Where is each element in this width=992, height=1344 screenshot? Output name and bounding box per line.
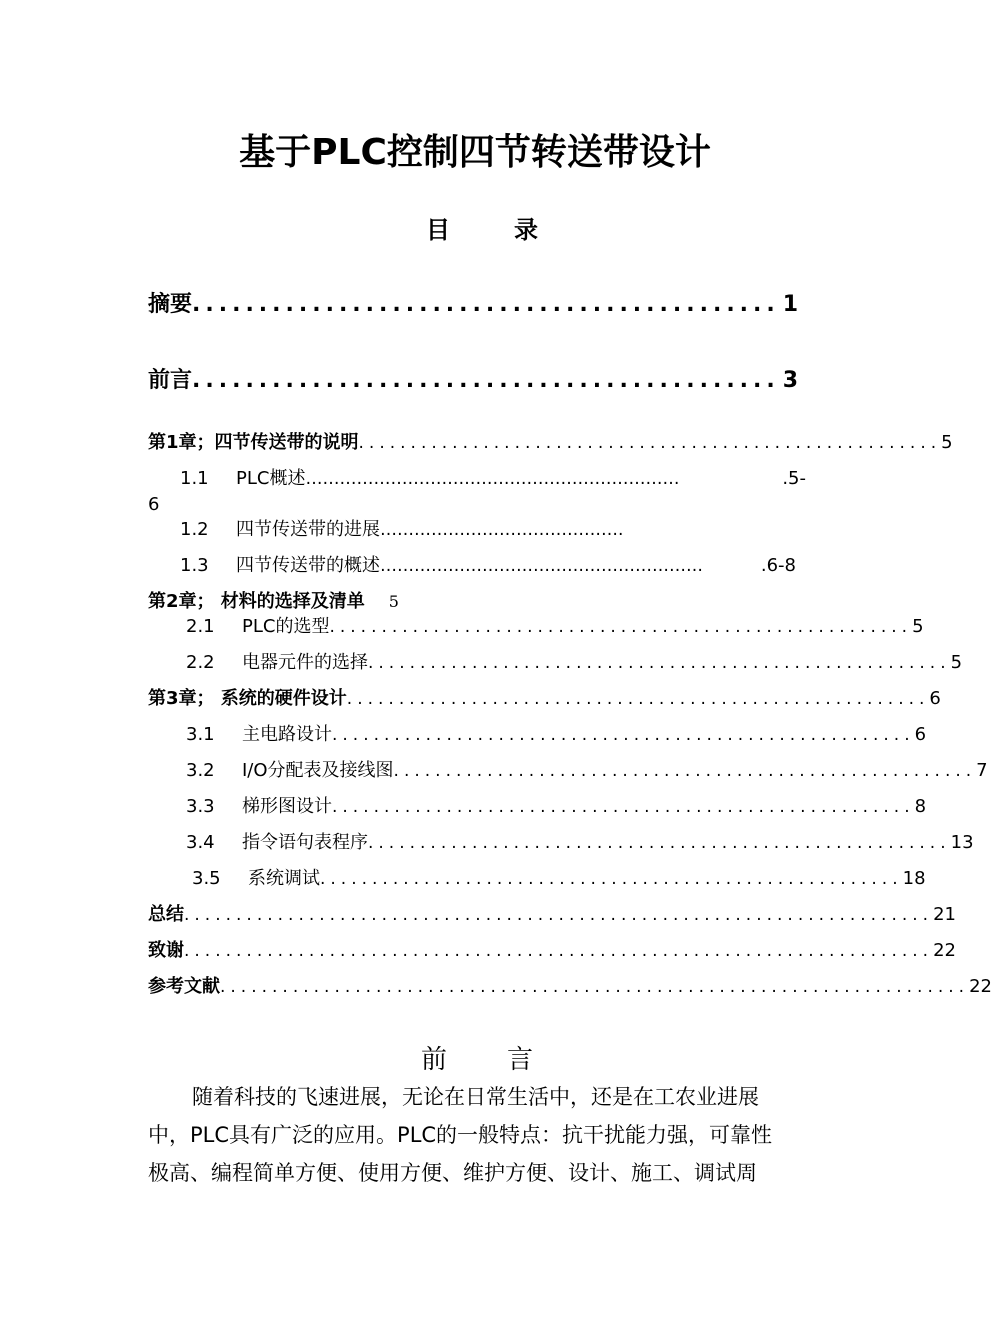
toc-label	[186, 722, 332, 748]
toc-label: 第2章； 材料的选择及清单	[148, 591, 365, 612]
toc-page-number: .6-8	[760, 555, 796, 576]
preface-paragraph-line: 极高、编程简单方便、使用方便、维护方便、设计、施工、调试周	[148, 1161, 757, 1185]
toc-entry-foreword[interactable]	[148, 366, 798, 396]
toc-section-number: 3.5	[192, 868, 221, 889]
toc-section-title: 梯形图设计	[242, 796, 332, 817]
toc-section-title: PLC概述	[236, 468, 306, 489]
toc-section-title: 四节传送带的概述	[236, 555, 380, 576]
toc-section-number: 3.2	[186, 760, 215, 781]
toc-section-title: 四节传送带的进展	[236, 519, 380, 540]
toc-page-number: 13	[950, 832, 974, 853]
toc-leader: …………………………………………………………	[305, 469, 680, 489]
toc-page-number: 5	[388, 592, 399, 611]
toc-section-title: I/O分配表及接线图	[242, 760, 394, 781]
toc-entry-section-3-2[interactable]	[186, 758, 988, 784]
toc-entry-chapter-1[interactable]	[148, 430, 953, 456]
toc-section-title: 指令语句表程序	[242, 832, 368, 853]
toc-leader: ........................................................	[332, 797, 915, 817]
toc-leader: ........................................................	[320, 869, 903, 889]
toc-label	[186, 830, 368, 856]
toc-label	[186, 614, 329, 640]
toc-label: 总结	[148, 904, 184, 925]
toc-label	[180, 553, 380, 579]
toc-entry-references[interactable]	[148, 974, 992, 1000]
toc-leader: ........................................................	[332, 725, 915, 745]
toc-leader: ........................................................................	[220, 977, 970, 997]
toc-page-number: 7	[976, 760, 988, 781]
toc-page-number: 5	[941, 432, 953, 453]
toc-leader: ............................................	[192, 368, 780, 393]
toc-label	[180, 466, 305, 492]
document-title: 基于PLC控制四节转送带设计	[239, 132, 711, 173]
toc-leader: ........................................................	[358, 433, 942, 453]
toc-leader: ........................................................	[329, 617, 913, 637]
toc-leader: ........................................................	[393, 761, 977, 781]
toc-leader: ........................................................	[346, 689, 930, 709]
toc-leader: ........................................................................	[184, 941, 934, 961]
toc-entry-chapter-2[interactable]	[148, 589, 399, 615]
toc-entry-section-3-4[interactable]	[186, 830, 974, 856]
toc-section-title: 电器元件的选择	[242, 652, 368, 673]
toc-label: 致谢	[148, 940, 184, 961]
toc-label: 第3章； 系统的硬件设计	[148, 688, 347, 709]
toc-page-number: 3	[782, 368, 798, 393]
toc-page-number: 21	[933, 904, 956, 925]
toc-wrap-text: 6	[148, 494, 160, 515]
toc-section-number: 1.3	[180, 555, 209, 576]
toc-leader: ........................................................	[368, 653, 951, 673]
toc-leader: ........................................................	[368, 833, 951, 853]
toc-entry-section-2-2[interactable]	[186, 650, 963, 676]
toc-label	[186, 758, 394, 784]
toc-section-number: 1.2	[180, 519, 209, 540]
toc-page-number: .5-	[782, 468, 806, 489]
toc-page-number: 5	[950, 652, 963, 673]
toc-label: 参考文献	[148, 976, 220, 997]
toc-section-number: 2.1	[186, 616, 215, 637]
toc-section-number: 1.1	[180, 468, 209, 489]
toc-section-number: 3.1	[186, 724, 215, 745]
toc-entry-section-1-3[interactable]	[180, 553, 796, 579]
toc-heading-char-2: 录	[514, 216, 538, 244]
toc-entry-summary[interactable]	[148, 902, 956, 928]
toc-leader: …………………………………………………	[380, 556, 703, 576]
toc-entry-abstract[interactable]	[148, 290, 798, 320]
toc-page-number: 8	[914, 796, 927, 817]
toc-label	[192, 866, 320, 892]
toc-page-number: 5	[912, 616, 924, 637]
toc-label: 前言	[148, 368, 193, 393]
toc-section-number: 3.4	[186, 832, 215, 853]
toc-entry-section-3-1[interactable]	[186, 722, 927, 748]
toc-entry-section-3-5[interactable]	[192, 866, 926, 892]
toc-page-number: 22	[933, 940, 956, 961]
toc-label: 第1章；四节传送带的说明	[148, 432, 359, 453]
toc-entry-section-1-2[interactable]	[180, 517, 720, 543]
toc-section-number: 3.3	[186, 796, 215, 817]
toc-page-number: 6	[914, 724, 927, 745]
toc-entry-section-1-1[interactable]	[180, 466, 806, 492]
toc-leader: …………………………………….	[380, 520, 624, 540]
toc-page-number: 1	[782, 292, 798, 317]
preface-paragraph-line: 随着科技的飞速进展，无论在日常生活中，还是在工农业进展	[192, 1085, 759, 1109]
toc-section-title: 系统调试	[248, 868, 320, 889]
toc-entry-section-3-3[interactable]	[186, 794, 927, 820]
preface-paragraph-line: 中，PLC具有广泛的应用。PLC的一般特点：抗干扰能力强，可靠性	[148, 1123, 773, 1147]
toc-leader: ............................................	[192, 292, 780, 317]
toc-label	[186, 650, 368, 676]
toc-entry-section-2-1[interactable]	[186, 614, 924, 640]
toc-page-number: 22	[969, 976, 992, 997]
toc-label	[186, 794, 332, 820]
toc-label	[180, 517, 380, 543]
toc-heading-char-1: 目	[426, 216, 450, 244]
toc-section-number: 2.2	[186, 652, 215, 673]
toc-label: 摘要	[148, 292, 193, 317]
preface-heading-char-1: 前	[421, 1045, 448, 1075]
toc-entry-chapter-3[interactable]	[148, 686, 941, 712]
preface-heading-char-2: 言	[507, 1045, 534, 1075]
toc-page-number: 18	[902, 868, 926, 889]
toc-leader: ........................................................................	[184, 905, 934, 925]
toc-section-title: 主电路设计	[242, 724, 332, 745]
toc-entry-thanks[interactable]	[148, 938, 956, 964]
toc-section-title: PLC的选型	[242, 616, 330, 637]
toc-page-number: 6	[929, 688, 941, 709]
